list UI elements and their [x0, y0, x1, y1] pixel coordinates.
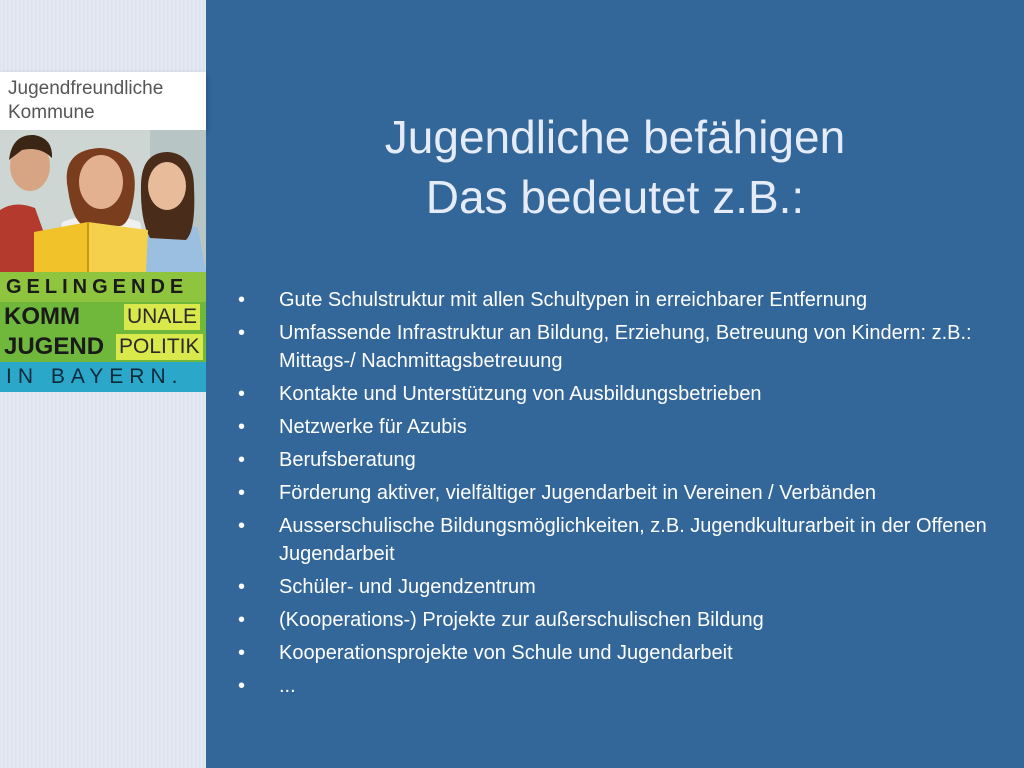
slide-title-line-1: Jugendliche befähigen [384, 111, 846, 163]
list-item [236, 446, 996, 474]
logo-banner [0, 272, 206, 392]
bullet-marker: • [238, 675, 246, 697]
banner-politik-text: POLITIK [116, 334, 203, 360]
logo-title-box [0, 72, 206, 130]
banner-row-in-bayern: IN BAYERN. [0, 362, 206, 392]
bullet-text: Förderung aktiver, vielfältiger Jugendarbeit in Vereinen / Verbänden [279, 482, 877, 504]
list-item [236, 319, 996, 375]
banner-jugend-text: JUGEND [4, 333, 105, 360]
bullet-text: Schüler- und Jugendzentrum [279, 576, 536, 598]
bullet-marker: • [238, 515, 246, 537]
banner-row-kommunale [0, 302, 206, 332]
bullet-text: Kontakte und Unterstützung von Ausbildungsbetrieben [279, 383, 762, 405]
bullet-text: Netzwerke für Azubis [279, 416, 467, 438]
slide-title-line-2: Das bedeutet z.B.: [425, 171, 805, 223]
list-item [236, 639, 996, 667]
bullet-marker: • [238, 642, 246, 664]
list-item [236, 573, 996, 601]
bullet-text: Umfassende Infrastruktur an Bildung, Erziehung, Betreuung von Kindern: z.B.: Mittags-/ Nachmittagsbetreuung [279, 322, 972, 372]
list-item [236, 479, 996, 507]
bullet-list [236, 286, 996, 705]
bullet-text: ... [279, 675, 296, 697]
bullet-text: Ausserschulische Bildungsmöglichkeiten, z.B. Jugendkulturarbeit in der Offenen Jugendarbeit [279, 515, 987, 565]
bullet-marker: • [238, 576, 246, 598]
list-item [236, 286, 996, 314]
bullet-text: Gute Schulstruktur mit allen Schultypen in erreichbarer Entfernung [279, 289, 868, 311]
youth-photo-illustration [0, 130, 206, 272]
bullet-marker: • [238, 322, 246, 344]
banner-row-jugendpolitik [0, 332, 206, 362]
list-item [236, 672, 996, 700]
banner-unale-text: UNALE [124, 304, 200, 330]
list-item [236, 380, 996, 408]
bullet-text: Kooperationsprojekte von Schule und Jugendarbeit [279, 642, 733, 664]
bullet-marker: • [238, 289, 246, 311]
banner-row-gelingende: GELINGENDE [0, 272, 206, 302]
list-item [236, 606, 996, 634]
bullet-text: Berufsberatung [279, 449, 416, 471]
bullet-marker: • [238, 416, 246, 438]
bullet-text: (Kooperations-) Projekte zur außerschulischen Bildung [279, 609, 764, 631]
list-item [236, 413, 996, 441]
banner-komm-text: KOMM [4, 303, 80, 330]
logo-title-line-2: Kommune [8, 102, 95, 123]
bullet-marker: • [238, 449, 246, 471]
logo-title-line-1: Jugendfreundliche [8, 78, 164, 99]
list-item [236, 512, 996, 568]
bullet-marker: • [238, 609, 246, 631]
youth-photo [0, 130, 206, 272]
bullet-marker: • [238, 482, 246, 504]
bullet-marker: • [238, 383, 246, 405]
